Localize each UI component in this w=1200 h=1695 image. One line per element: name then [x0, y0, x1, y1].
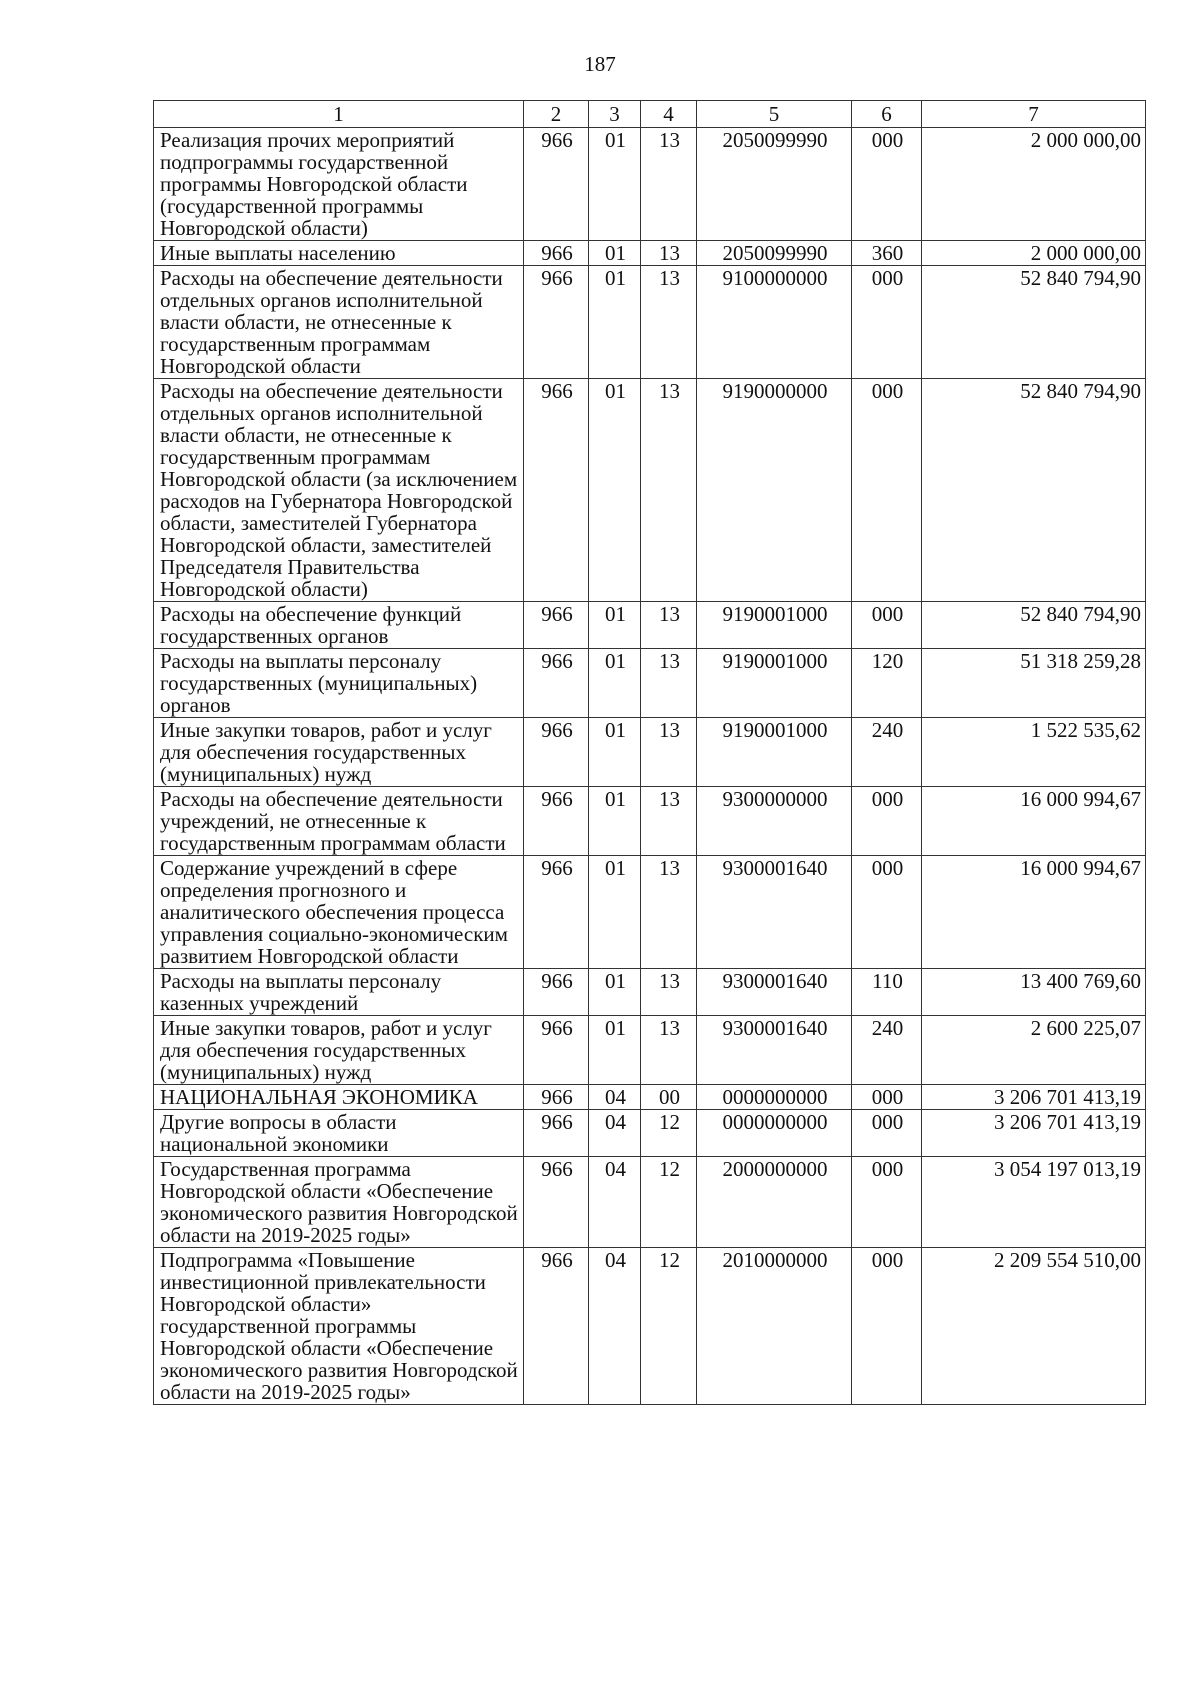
- row-name: Иные закупки товаров, работ и услуг для обеспечения государственных (муниципальных) нужд: [154, 718, 524, 787]
- row-col-6: 000: [852, 1110, 922, 1157]
- row-col-6: 110: [852, 969, 922, 1016]
- row-name: Расходы на выплаты персоналу казенных учреждений: [154, 969, 524, 1016]
- row-col-7: 16 000 994,67: [922, 856, 1146, 969]
- row-col-7: 1 522 535,62: [922, 718, 1146, 787]
- row-col-7: 3 054 197 013,19: [922, 1157, 1146, 1248]
- row-col-5: 9190001000: [697, 602, 852, 649]
- page-number: 187: [584, 52, 616, 76]
- row-col-4: 13: [641, 241, 697, 266]
- row-col-2: 966: [524, 649, 589, 718]
- row-name: Подпрограмма «Повышение инвестиционной привлекательности Новгородской области» государственной программы Новгородской области «Обеспечение экономического развития Новгородской области на 2019-2025 годы»: [154, 1248, 524, 1405]
- table-row: [154, 266, 1146, 379]
- header-col-6: 6: [852, 101, 922, 128]
- row-col-6: 000: [852, 787, 922, 856]
- row-col-2: 966: [524, 128, 589, 241]
- row-col-5: 9190000000: [697, 379, 852, 602]
- row-name: Расходы на обеспечение деятельности учреждений, не отнесенные к государственным программам области: [154, 787, 524, 856]
- row-name: Реализация прочих мероприятий подпрограммы государственной программы Новгородской области (государственной программы Новгородской области): [154, 128, 524, 241]
- row-col-3: 04: [589, 1248, 641, 1405]
- row-col-7: 13 400 769,60: [922, 969, 1146, 1016]
- table-body: [154, 128, 1146, 1405]
- row-col-7: 52 840 794,90: [922, 602, 1146, 649]
- row-col-2: 966: [524, 1085, 589, 1110]
- row-col-2: 966: [524, 969, 589, 1016]
- row-col-2: 966: [524, 241, 589, 266]
- table-row: [154, 241, 1146, 266]
- row-name: НАЦИОНАЛЬНАЯ ЭКОНОМИКА: [154, 1085, 524, 1110]
- row-col-4: 13: [641, 856, 697, 969]
- row-col-7: 52 840 794,90: [922, 379, 1146, 602]
- row-col-5: 0000000000: [697, 1085, 852, 1110]
- row-col-5: 0000000000: [697, 1110, 852, 1157]
- row-col-4: 12: [641, 1110, 697, 1157]
- row-col-5: 2050099990: [697, 241, 852, 266]
- table-row: [154, 856, 1146, 969]
- row-col-5: 9300000000: [697, 787, 852, 856]
- row-col-7: 16 000 994,67: [922, 787, 1146, 856]
- row-col-7: 51 318 259,28: [922, 649, 1146, 718]
- row-col-5: 9100000000: [697, 266, 852, 379]
- row-col-4: 13: [641, 128, 697, 241]
- row-col-3: 01: [589, 128, 641, 241]
- row-name: Расходы на обеспечение деятельности отдельных органов исполнительной власти области, не отнесенные к государственным программам Новгородской области: [154, 266, 524, 379]
- header-col-1: 1: [154, 101, 524, 128]
- row-name: Другие вопросы в области национальной экономики: [154, 1110, 524, 1157]
- row-col-3: 01: [589, 787, 641, 856]
- row-col-3: 04: [589, 1110, 641, 1157]
- row-col-2: 966: [524, 1248, 589, 1405]
- row-col-6: 120: [852, 649, 922, 718]
- row-col-3: 01: [589, 856, 641, 969]
- table-row: [154, 1016, 1146, 1085]
- row-col-4: 12: [641, 1157, 697, 1248]
- row-name: Расходы на выплаты персоналу государственных (муниципальных) органов: [154, 649, 524, 718]
- header-col-5: 5: [697, 101, 852, 128]
- row-col-3: 01: [589, 241, 641, 266]
- header-col-7: 7: [922, 101, 1146, 128]
- budget-table: [153, 100, 1146, 1405]
- row-col-7: 2 600 225,07: [922, 1016, 1146, 1085]
- row-col-4: 13: [641, 602, 697, 649]
- row-name: Расходы на обеспечение функций государственных органов: [154, 602, 524, 649]
- row-col-6: 240: [852, 718, 922, 787]
- header-col-2: 2: [524, 101, 589, 128]
- row-col-5: 9300001640: [697, 1016, 852, 1085]
- row-col-4: 12: [641, 1248, 697, 1405]
- row-col-2: 966: [524, 718, 589, 787]
- row-col-7: 3 206 701 413,19: [922, 1110, 1146, 1157]
- row-col-6: 360: [852, 241, 922, 266]
- header-col-4: 4: [641, 101, 697, 128]
- row-col-4: 13: [641, 266, 697, 379]
- row-col-4: 00: [641, 1085, 697, 1110]
- row-col-4: 13: [641, 649, 697, 718]
- row-col-7: 52 840 794,90: [922, 266, 1146, 379]
- table-row: [154, 649, 1146, 718]
- table-row: [154, 787, 1146, 856]
- row-col-6: 000: [852, 379, 922, 602]
- row-col-6: 240: [852, 1016, 922, 1085]
- table-row: [154, 379, 1146, 602]
- row-col-3: 01: [589, 969, 641, 1016]
- row-col-5: 2010000000: [697, 1248, 852, 1405]
- row-col-3: 01: [589, 266, 641, 379]
- row-col-2: 966: [524, 1110, 589, 1157]
- row-col-7: 2 000 000,00: [922, 241, 1146, 266]
- row-col-3: 01: [589, 379, 641, 602]
- row-name: Иные выплаты населению: [154, 241, 524, 266]
- row-col-6: 000: [852, 856, 922, 969]
- table-row: [154, 1110, 1146, 1157]
- row-col-5: 9190001000: [697, 649, 852, 718]
- row-col-4: 13: [641, 969, 697, 1016]
- row-col-2: 966: [524, 787, 589, 856]
- table-row: [154, 969, 1146, 1016]
- row-col-6: 000: [852, 1157, 922, 1248]
- row-col-7: 2 209 554 510,00: [922, 1248, 1146, 1405]
- row-col-2: 966: [524, 1157, 589, 1248]
- row-col-7: 2 000 000,00: [922, 128, 1146, 241]
- table-row: [154, 602, 1146, 649]
- row-col-6: 000: [852, 128, 922, 241]
- row-name: Расходы на обеспечение деятельности отдельных органов исполнительной власти области, не отнесенные к государственным программам Новгородской области (за исключением расходов на Губернатора Новгородской области, заместителей Губернатора Новгородской области, заместителей Председателя Правительства Новгородской области): [154, 379, 524, 602]
- row-col-3: 01: [589, 649, 641, 718]
- row-col-3: 01: [589, 1016, 641, 1085]
- row-col-3: 04: [589, 1085, 641, 1110]
- row-col-3: 04: [589, 1157, 641, 1248]
- table-row: [154, 128, 1146, 241]
- row-col-3: 01: [589, 602, 641, 649]
- row-col-2: 966: [524, 379, 589, 602]
- row-col-5: 2050099990: [697, 128, 852, 241]
- table-row: [154, 1157, 1146, 1248]
- header-col-3: 3: [589, 101, 641, 128]
- table-row: [154, 1248, 1146, 1405]
- row-col-4: 13: [641, 718, 697, 787]
- row-col-2: 966: [524, 266, 589, 379]
- row-col-6: 000: [852, 1248, 922, 1405]
- row-name: Государственная программа Новгородской области «Обеспечение экономического развития Новгородской области на 2019-2025 годы»: [154, 1157, 524, 1248]
- row-col-6: 000: [852, 266, 922, 379]
- row-col-4: 13: [641, 787, 697, 856]
- row-col-5: 2000000000: [697, 1157, 852, 1248]
- row-col-5: 9300001640: [697, 856, 852, 969]
- row-col-7: 3 206 701 413,19: [922, 1085, 1146, 1110]
- table-row: [154, 1085, 1146, 1110]
- row-col-2: 966: [524, 1016, 589, 1085]
- row-col-3: 01: [589, 718, 641, 787]
- row-name: Содержание учреждений в сфере определения прогнозного и аналитического обеспечения процесса управления социально-экономическим развитием Новгородской области: [154, 856, 524, 969]
- row-col-6: 000: [852, 1085, 922, 1110]
- row-col-2: 966: [524, 602, 589, 649]
- row-col-5: 9300001640: [697, 969, 852, 1016]
- table-row: [154, 718, 1146, 787]
- table-header-row: [154, 101, 1146, 128]
- row-col-4: 13: [641, 1016, 697, 1085]
- row-name: Иные закупки товаров, работ и услуг для обеспечения государственных (муниципальных) нужд: [154, 1016, 524, 1085]
- row-col-2: 966: [524, 856, 589, 969]
- row-col-5: 9190001000: [697, 718, 852, 787]
- row-col-4: 13: [641, 379, 697, 602]
- row-col-6: 000: [852, 602, 922, 649]
